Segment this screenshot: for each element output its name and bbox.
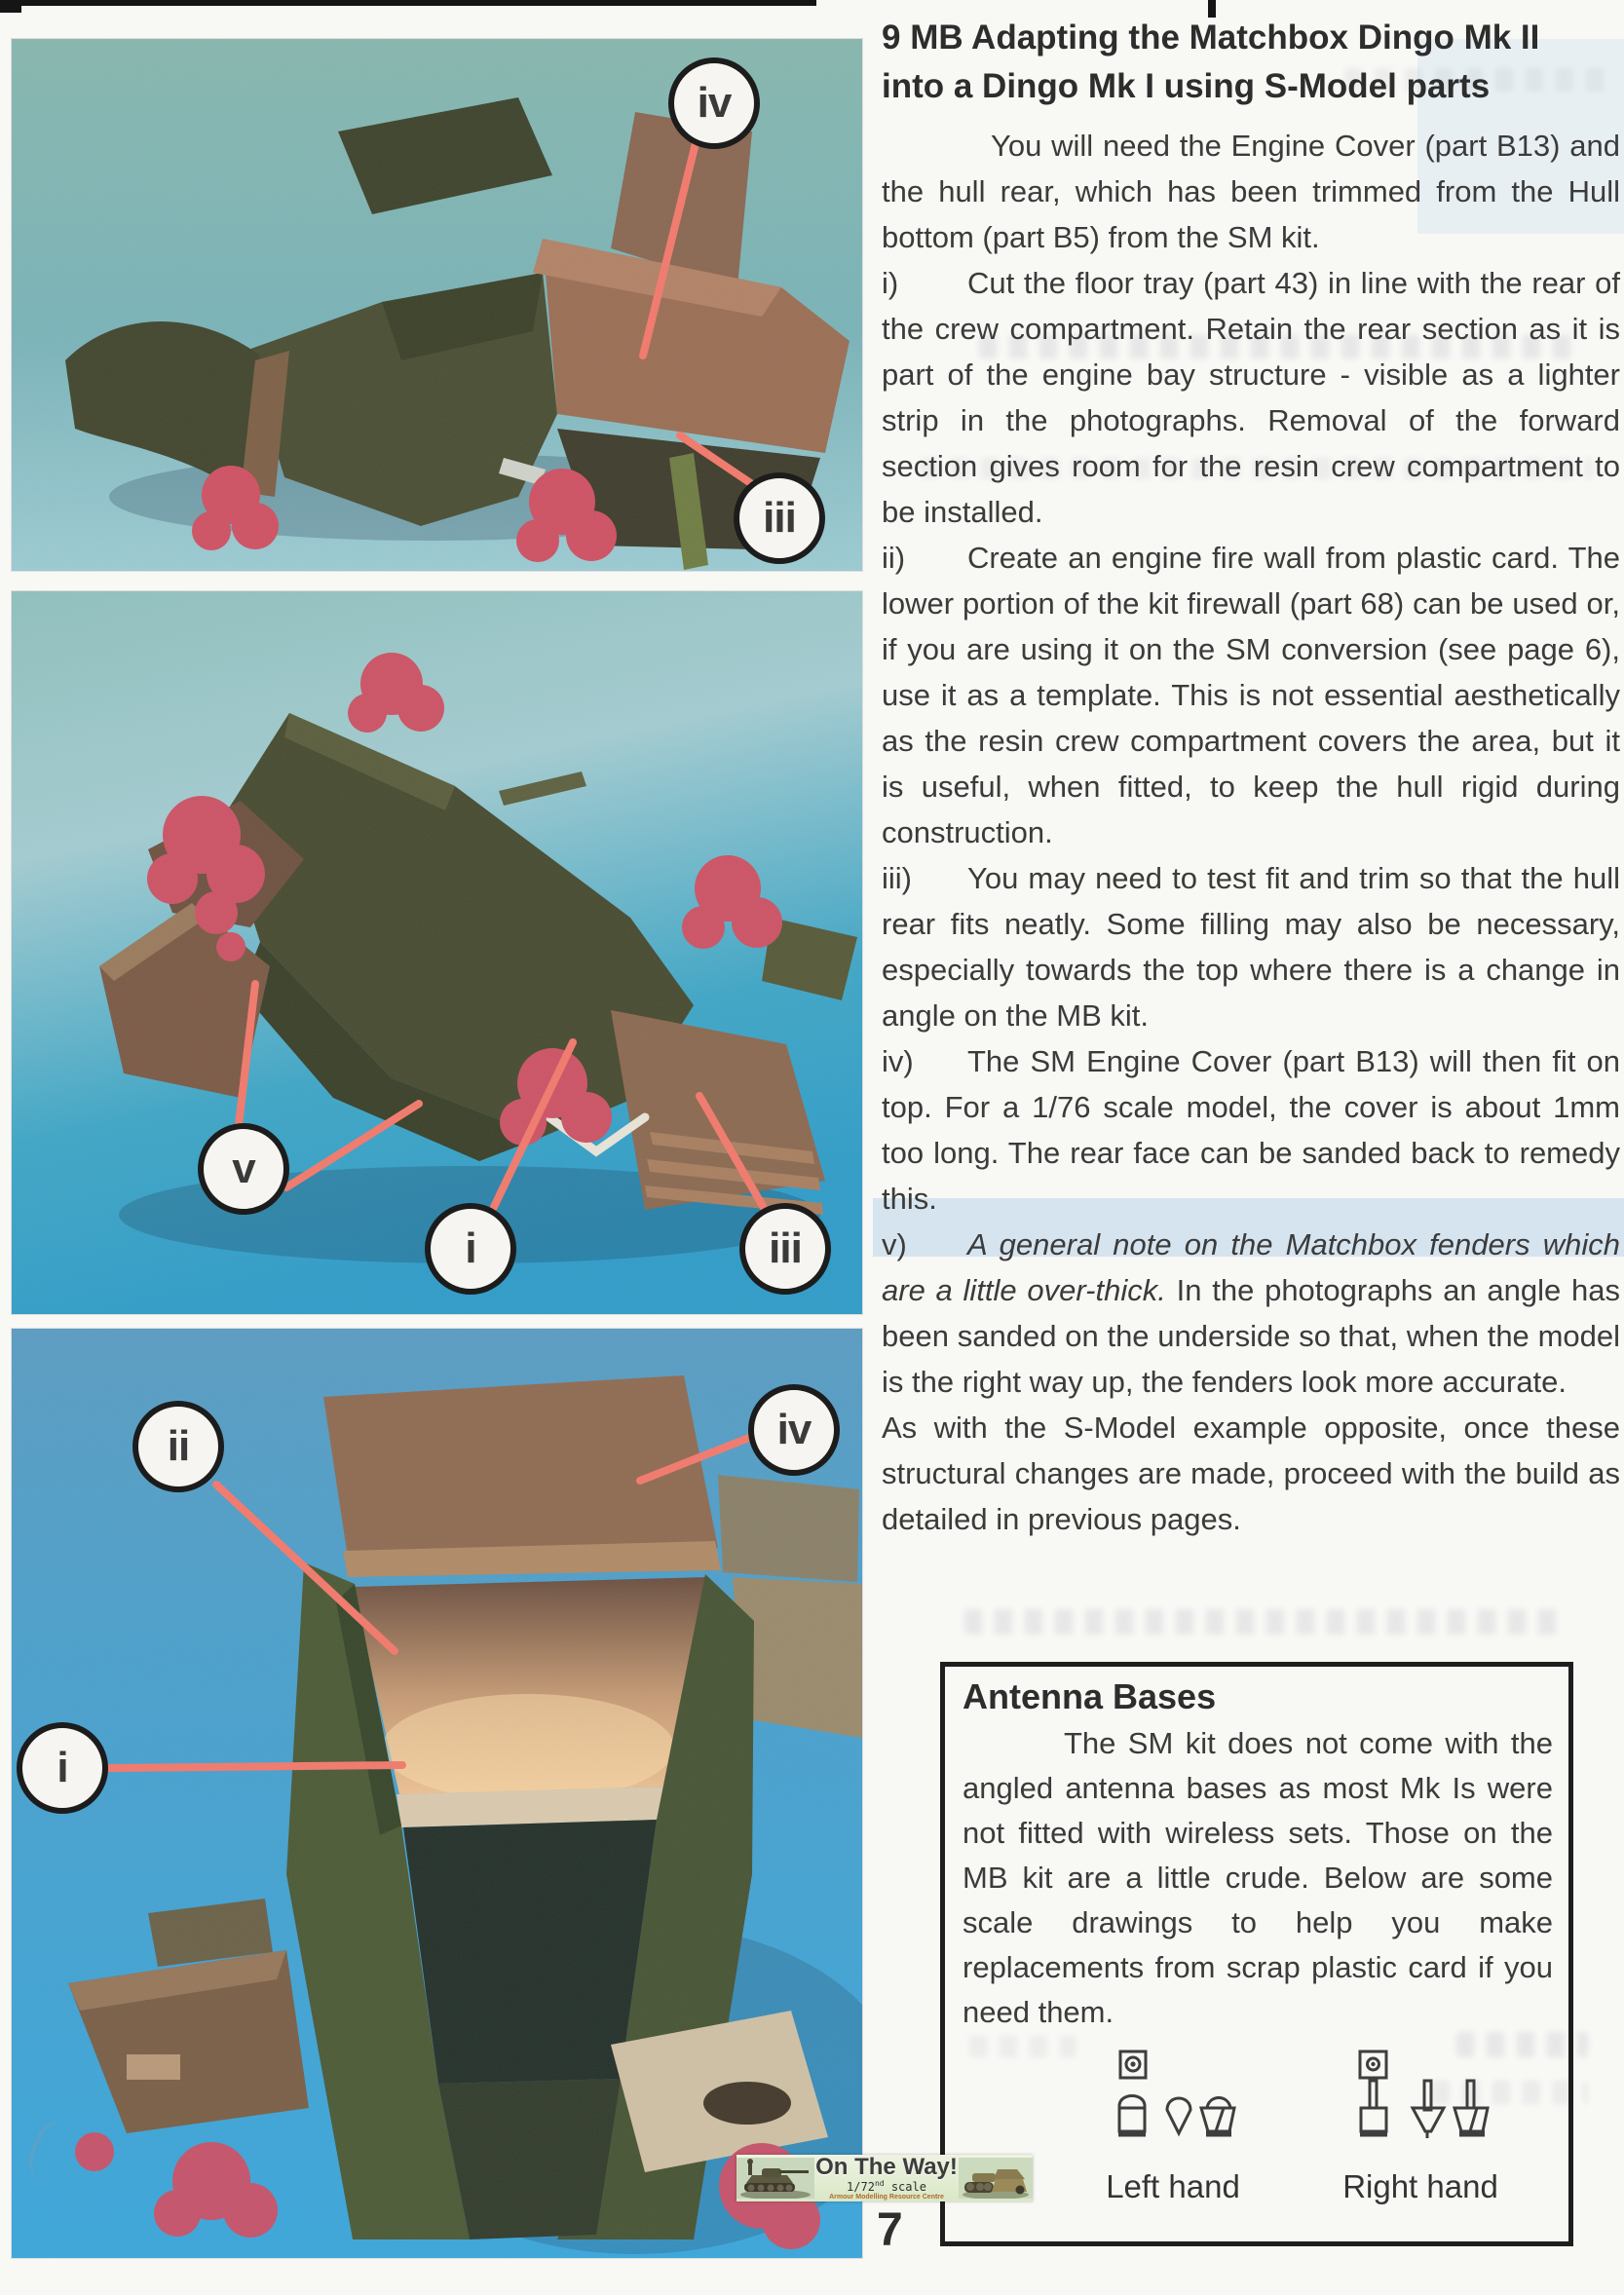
step-iii <box>882 855 1620 1038</box>
antenna-right-topview-icon <box>1360 2051 1386 2078</box>
antenna-left-dome-bucket-icon <box>1201 2098 1234 2134</box>
step-v <box>882 1222 1620 1405</box>
step-v-label: v) <box>882 1227 907 1261</box>
antenna-right-hand-drawings <box>1333 2044 1508 2143</box>
photo-2-illustration <box>12 591 862 1314</box>
callout-photo3-ii: ii <box>132 1401 224 1492</box>
photo-2-hull-inverted <box>12 591 862 1314</box>
callout-photo1-iii: iii <box>734 472 825 564</box>
logo-title: On The Way! <box>815 2154 958 2180</box>
article-column <box>882 14 1620 1542</box>
antenna-left-hand-drawings <box>1089 2044 1257 2143</box>
page-number: 7 <box>877 2204 903 2256</box>
step-iv-text: The SM Engine Cover (part B13) will then fit on top. For a 1/76 scale model, the cover is about 1mm too long. The rear face can be sanded back to remedy this. <box>882 1044 1620 1216</box>
title-line-2: into a Dingo Mk I using S-Model parts <box>882 67 1491 105</box>
antenna-right-rod-box-icon <box>1360 2081 1387 2133</box>
step-ii-text: Create an engine fire wall from plastic card. The lower portion of the kit firewall (part 68) can be used or, if you are using it on the SM conversion (see page 6), use it as a template. This is not essential aesthetically as the resin crew compartment covers the area, but it is useful, when fitted, to keep the hull rigid during construction. <box>882 541 1620 849</box>
step-iv-label: iv) <box>882 1044 914 1078</box>
closing-paragraph: As with the S-Model example opposite, once these structural changes are made, proceed with the build as detailed in previous pages. <box>882 1411 1620 1536</box>
ghost-text-3 <box>964 1609 1559 1635</box>
logo-text-block <box>814 2156 959 2201</box>
logo-scale-text: 1/72nd scale <box>847 2179 926 2194</box>
antenna-box-text: The SM kit does not come with the angled antenna bases as most Mk Is were not fitted with wireless sets. Those on the MB kit are a little crude. Below are some scale drawings to help you make replacements from scrap plastic card if you need them. <box>963 1726 1553 2029</box>
scan-tick-artifact <box>1208 0 1216 18</box>
logo-subtitle: Armour Modelling Resource Centre <box>829 2194 944 2201</box>
step-i-text: Cut the floor tray (part 43) in line with the rear of the crew compartment. Retain the rear section as it is part of the engine bay structure - visible as a lighter strip in the photographs. Removal of the forward section gives room for the resin crew compartment to be installed. <box>882 266 1620 529</box>
callout-photo2-iii: iii <box>739 1203 831 1295</box>
tank-photo-right-icon <box>959 2158 1033 2199</box>
callout-photo2-i: i <box>425 1203 516 1295</box>
step-ii-label: ii) <box>882 541 906 575</box>
left-hand-label: Left hand <box>1106 2168 1240 2204</box>
step-v-text <box>1166 1273 1177 1307</box>
right-hand-label: Right hand <box>1342 2168 1498 2204</box>
antenna-left-kite-icon <box>1167 2098 1190 2133</box>
tank-photo-left-icon <box>736 2158 814 2199</box>
antenna-left-topview-icon <box>1120 2051 1146 2078</box>
scan-edge-artifact <box>18 0 816 6</box>
step-iii-label: iii) <box>882 861 912 895</box>
antenna-left-dome-box-icon <box>1118 2096 1146 2134</box>
callout-photo3-iv: iv <box>748 1384 840 1476</box>
callout-photo3-i: i <box>17 1722 108 1814</box>
antenna-box-title: Antenna Bases <box>963 1676 1217 1716</box>
antenna-right-hand-group <box>1333 2044 1508 2205</box>
step-ii <box>882 535 1620 855</box>
antenna-right-rod-funnel-icon <box>1413 2081 1444 2138</box>
callout-photo2-v: v <box>198 1123 289 1215</box>
step-iii-text: You may need to test fit and trim so that the hull rear fits neatly. Some filling may also be necessary, especially towards the top where there is a change in angle on the MB kit. <box>882 861 1620 1033</box>
step-v-italic-text: A general note on the Matchbox fenders which are a little over-thick. <box>882 1227 1620 1307</box>
intro-paragraph: You will need the Engine Cover (part B13) and the hull rear, which has been trimmed from the Hull bottom (part B5) from the SM kit. <box>882 129 1620 254</box>
step-i-label: i) <box>882 266 899 300</box>
on-the-way-logo <box>736 2155 1033 2201</box>
antenna-right-rod-bucket-icon <box>1454 2081 1488 2133</box>
step-iv <box>882 1038 1620 1222</box>
photo-grain <box>12 591 862 1314</box>
step-i <box>882 260 1620 535</box>
step-v-regular-text: In the photographs an angle has been sanded on the underside so that, when the model is the right way up, the fenders look more accurate. <box>882 1273 1621 1399</box>
callout-photo1-iv: iv <box>668 57 760 149</box>
article-title <box>882 14 1620 111</box>
antenna-left-hand-group <box>1089 2044 1257 2205</box>
scan-corner-artifact <box>0 0 21 13</box>
title-line-1: 9 MB Adapting the Matchbox Dingo Mk II <box>882 19 1540 56</box>
